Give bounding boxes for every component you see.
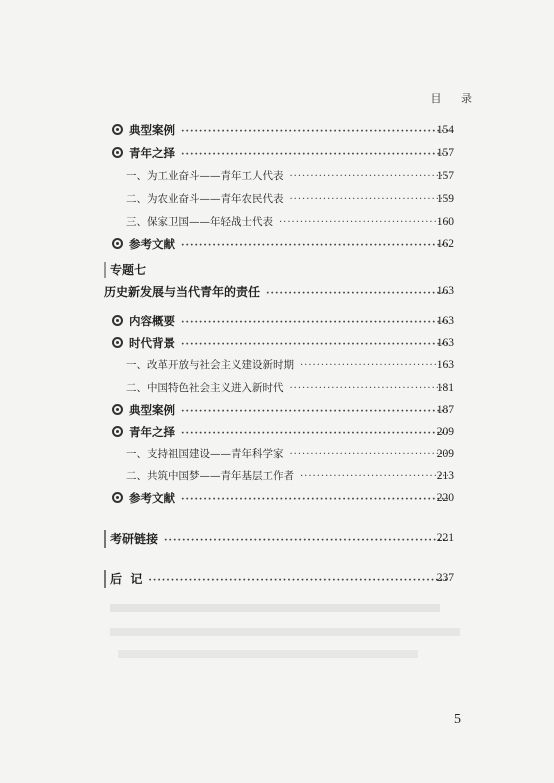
leader-dots	[181, 339, 448, 350]
toc-subentry-page: 157	[436, 170, 454, 182]
leader-dots	[181, 149, 448, 160]
leader-dots	[164, 535, 448, 546]
toc-subentry[interactable]	[126, 446, 454, 464]
toc-entry-page: 154	[436, 124, 454, 136]
toc-subentry-page: 181	[436, 382, 454, 394]
chapter-title: 历史新发展与当代青年的责任	[104, 285, 261, 299]
toc-entry-page: 163	[436, 315, 454, 327]
toc-entry[interactable]	[112, 313, 454, 331]
toc-entry-page: 187	[436, 404, 454, 416]
toc-subentry-title: 二、共筑中国梦——青年基层工作者	[126, 470, 294, 482]
leader-dots	[279, 217, 448, 228]
toc-subentry-title: 一、为工业奋斗——青年工人代表	[126, 170, 284, 182]
section-bar	[104, 530, 106, 548]
toc-entry-page: 157	[436, 147, 454, 159]
toc-entry-title: 青年之择	[129, 146, 175, 160]
toc-entry-title: 参考文献	[129, 491, 175, 505]
toc-subentry[interactable]	[126, 357, 454, 375]
toc-subentry[interactable]	[126, 214, 454, 232]
toc-entry-title: 参考文献	[129, 237, 175, 251]
toc-entry-title: 典型案例	[129, 403, 175, 417]
circle-bullet-icon	[112, 492, 123, 503]
show-through-smudge	[118, 650, 418, 658]
toc-entry-page: 162	[436, 238, 454, 250]
chapter-page: 163	[436, 285, 454, 297]
circle-bullet-icon	[112, 147, 123, 158]
toc-subentry-title: 一、改革开放与社会主义建设新时期	[126, 359, 294, 371]
leader-dots	[181, 494, 448, 505]
toc-entry[interactable]	[112, 490, 454, 508]
leader-dots	[266, 288, 448, 299]
leader-dots	[181, 317, 448, 328]
section-bar	[104, 570, 106, 588]
toc-entry-title: 时代背景	[129, 336, 175, 350]
toc-entry[interactable]	[112, 236, 454, 254]
leader-dots	[181, 126, 448, 137]
toc-subentry-page: 160	[436, 216, 454, 228]
toc-subentry-page: 213	[436, 470, 454, 482]
toc-subentry-title: 三、保家卫国——年轻战士代表	[126, 216, 273, 228]
afterword-page: 237	[436, 572, 454, 584]
page-number: 5	[454, 712, 461, 727]
toc-entry[interactable]	[112, 122, 454, 140]
toc-entry-title: 典型案例	[129, 123, 175, 137]
toc-subentry-title: 一、支持祖国建设——青年科学家	[126, 448, 284, 460]
toc-subentry[interactable]	[126, 468, 454, 486]
circle-bullet-icon	[112, 404, 123, 415]
show-through-smudge	[110, 628, 460, 636]
toc-subentry-page: 159	[436, 193, 454, 205]
toc-entry[interactable]	[112, 402, 454, 420]
toc-entry-page: 209	[436, 426, 454, 438]
toc-entry[interactable]	[112, 145, 454, 163]
toc-entry-title: 青年之择	[129, 425, 175, 439]
leader-dots	[181, 428, 448, 439]
circle-bullet-icon	[112, 315, 123, 326]
appendix-entry[interactable]	[110, 530, 454, 548]
toc-entry-title: 内容概要	[129, 314, 175, 328]
toc-entry-page: 163	[436, 337, 454, 349]
leader-dots	[181, 406, 448, 417]
appendix-page: 221	[436, 532, 454, 544]
circle-bullet-icon	[112, 337, 123, 348]
toc-subentry-title: 二、中国特色社会主义进入新时代	[126, 382, 284, 394]
toc-subentry-title: 二、为农业奋斗——青年农民代表	[126, 193, 284, 205]
circle-bullet-icon	[112, 124, 123, 135]
show-through-smudge	[110, 604, 440, 612]
toc-entry-page: 220	[436, 492, 454, 504]
appendix-title: 考研链接	[110, 532, 159, 546]
circle-bullet-icon	[112, 238, 123, 249]
toc-subentry[interactable]	[126, 380, 454, 398]
toc-entry[interactable]	[112, 424, 454, 442]
toc-subentry[interactable]	[126, 168, 454, 186]
toc-subentry-page: 163	[436, 359, 454, 371]
toc-subentry-page: 209	[436, 448, 454, 460]
afterword-title: 后 记	[110, 572, 143, 586]
leader-dots	[181, 240, 448, 251]
chapter-label: 专题七	[104, 262, 146, 278]
chapter-title-entry[interactable]	[104, 283, 454, 301]
circle-bullet-icon	[112, 426, 123, 437]
toc-entry[interactable]	[112, 335, 454, 353]
afterword-entry[interactable]	[110, 570, 454, 588]
page-header: 目 录	[430, 92, 480, 105]
leader-dots	[148, 575, 448, 586]
toc-subentry[interactable]	[126, 191, 454, 209]
